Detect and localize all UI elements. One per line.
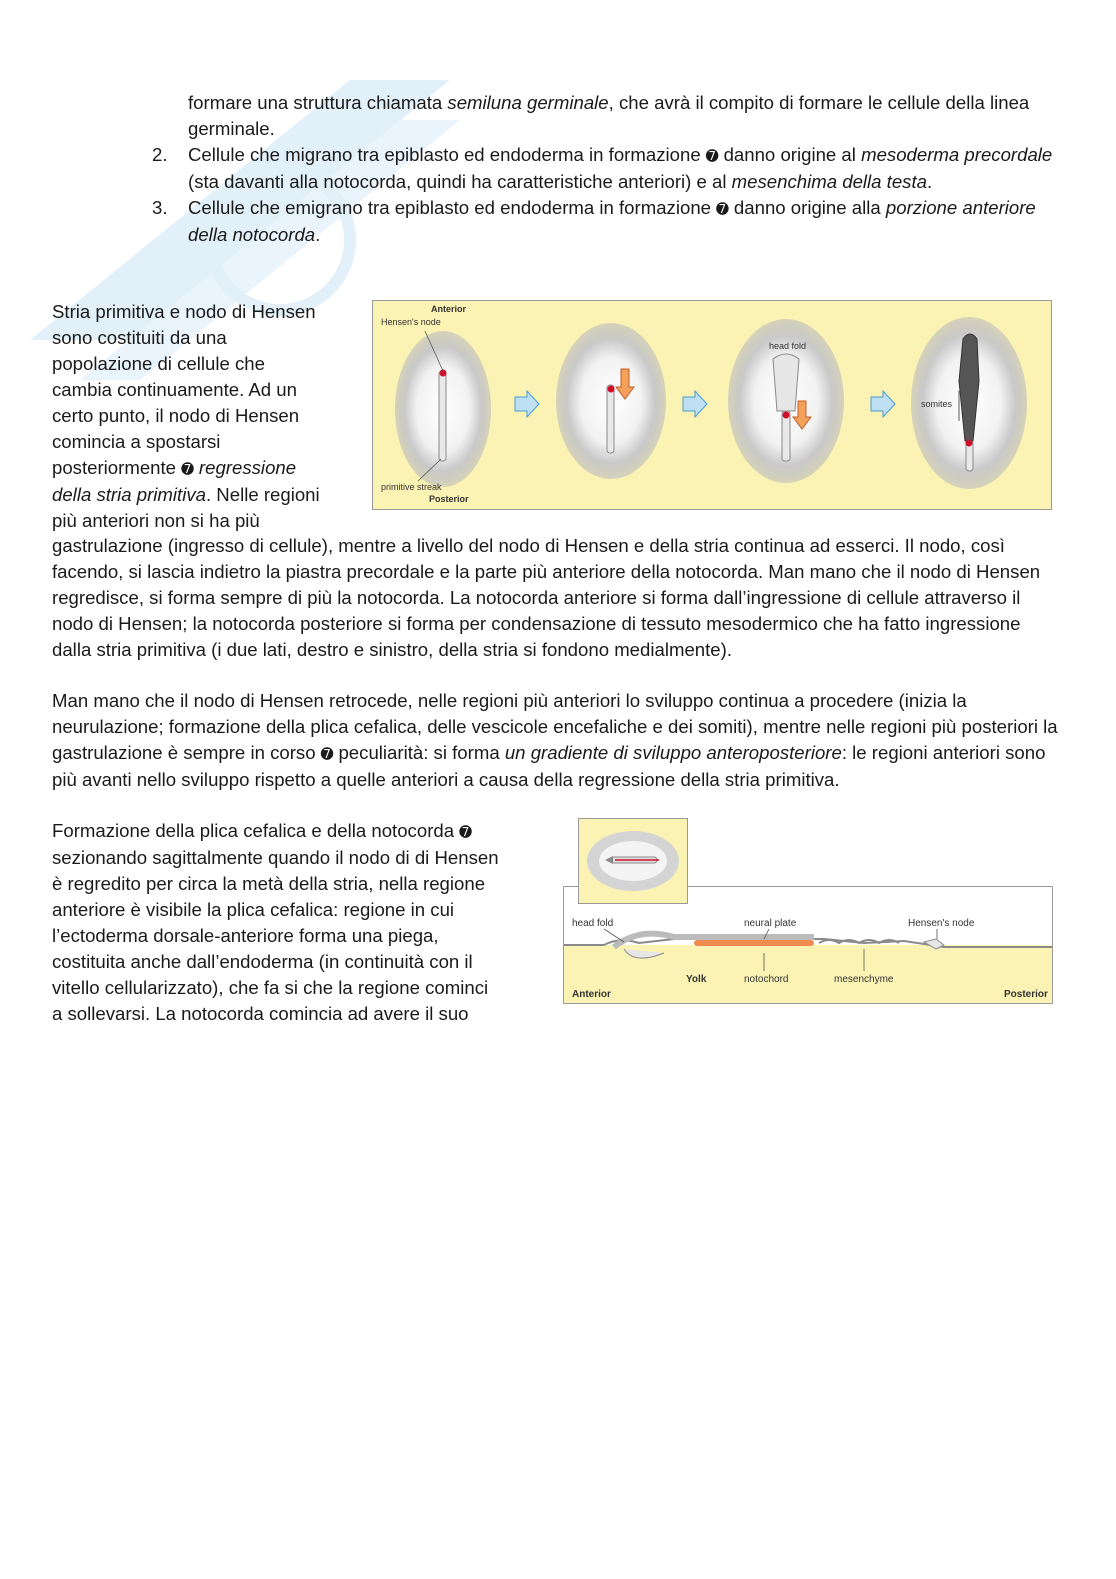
section2-body: Man mano che il nodo di Hensen retrocede, nelle regioni più anteriori lo sviluppo continua a procedere (inizia la neurulazione; formazione della plica cefalica, delle vescicole encefaliche e dei somiti), mentre nelle regioni più posteriori la gastrulazione è sempre in corso ➐ peculiarità: si forma un gradiente di sviluppo anteroposteriore: le regioni anteriori sono più avanti nello sviluppo rispetto a quelle anteriori a causa della regressione della stria primitiva.	[52, 690, 1058, 790]
list-item-continuation: formare una struttura chiamata semiluna germinale, che avrà il compito di formare le cellule della linea germinale.	[188, 92, 1030, 139]
label-yolk: Yolk	[686, 974, 707, 985]
section1-body: gastrulazione (ingresso di cellule), mentre a livello del nodo di Hensen e della stria continua ad esserci. Il nodo, così facendo, si lascia indietro la piastra precordale e la parte più anteriore della notocorda. Man mano che il nodo di Hensen regredisce, si forma sempre di più la notocorda. La notocorda anteriore si forma dall’ingressione di cellule attraverso il nodo di Hensen; la notocorda posteriore si forma per condensazione di tessuto mesodermico che ha fatto ingressione dalla stria primitiva (i due lati, destro e sinistro, della stria si fondono medialmente).	[52, 535, 1041, 660]
label-anterior: Anterior	[431, 304, 467, 314]
arrow-icon: ➐	[181, 460, 194, 478]
label-somites: somites	[921, 399, 953, 409]
arrow-icon: ➐	[705, 147, 719, 165]
list-item-3: 3. Cellule che emigrano tra epiblasto ed endoderma in formazione ➐ danno origine alla porzione anteriore della notocorda.	[152, 197, 1036, 245]
arrow-icon: ➐	[320, 745, 334, 763]
list-number: 3.	[152, 197, 168, 218]
label-anterior: Anterior	[572, 989, 611, 1000]
label-primitive-streak: primitive streak	[381, 482, 442, 492]
figure-embryo-inset	[578, 818, 688, 904]
label-hensens-node: Hensen's node	[381, 317, 441, 327]
label-posterior: Posterior	[1004, 989, 1048, 1000]
label-head-fold: head fold	[769, 341, 807, 351]
embryo-stage-1	[395, 331, 491, 487]
arrow-right-icon	[683, 391, 707, 417]
arrow-icon: ➐	[716, 200, 729, 218]
embryo-stage-2	[556, 323, 666, 479]
label-notochord: notochord	[744, 974, 789, 985]
label-head-fold: head fold	[572, 918, 614, 929]
label-posterior: Posterior	[429, 494, 469, 504]
arrow-icon: ➐	[459, 823, 472, 841]
label-neural-plate: neural plate	[744, 918, 797, 929]
section1-intro: Stria primitiva e nodo di Hensen sono costituiti da una popolazione di cellule che cambia continuamente. Ad un certo punto, il nodo di Hensen comincia a spostarsi posteriormente ➐ regressione della stria primitiva. Nelle regioni più anteriori non si ha più	[52, 301, 320, 531]
figure-primitive-streak-regression	[372, 300, 1052, 510]
list-item-2: 2. Cellule che migrano tra epiblasto ed endoderma in formazione ➐ danno origine al mesoderma precordale (sta davanti alla notocorda, quindi ha caratteristiche anteriori) e al mesenchima della testa.	[152, 144, 1053, 192]
numbered-list	[152, 90, 1062, 248]
arrow-right-icon	[515, 391, 539, 417]
notochord-shape	[694, 940, 814, 946]
list-number: 2.	[152, 144, 168, 165]
section3-body: Formazione della plica cefalica e della notocorda ➐ sezionando sagittalmente quando il nodo di di Hensen è regredito per circa la metà della stria, nella regione anteriore è visibile la plica cefalica: regione in cui l’ectoderma dorsale-anteriore forma una piega, costituita anche dall’endoderma (in continuità con il vitello cellularizzato), che fa si che la regione cominci a sollevarsi. La notocorda comincia ad avere il suo	[52, 820, 499, 1024]
arrow-right-icon	[871, 391, 895, 417]
label-mesenchyme: mesenchyme	[834, 974, 894, 985]
label-hensens-node: Hensen's node	[908, 918, 975, 929]
